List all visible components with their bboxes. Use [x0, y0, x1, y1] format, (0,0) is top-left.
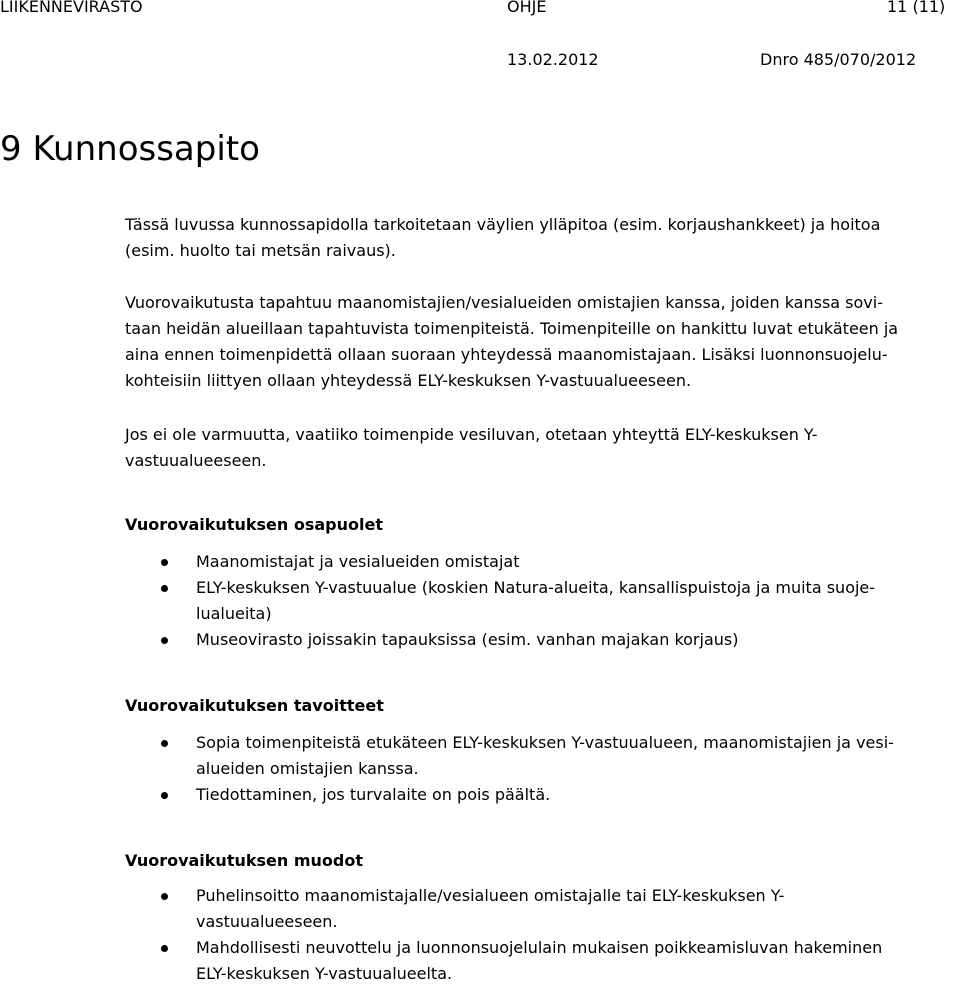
text-line: Mahdollisesti neuvottelu ja luonnonsuojelulain mukaisen poikkeamisluvan hakeminen — [196, 938, 883, 957]
list-item — [125, 549, 960, 575]
bullet-icon — [161, 637, 168, 644]
bullet-icon — [161, 559, 168, 566]
header-agency: LIIKENNEVIRASTO — [0, 0, 143, 16]
list-item — [125, 782, 960, 808]
section-heading-osapuolet: Vuorovaikutuksen osapuolet — [125, 515, 383, 534]
text-line: Vuorovaikutusta tapahtuu maanomistajien/vesialueiden omistajien kanssa, joiden kanssa sovi- — [125, 293, 883, 312]
bullet-icon — [161, 792, 168, 799]
section-heading-tavoitteet: Vuorovaikutuksen tavoitteet — [125, 696, 384, 715]
text-line: aina ennen toimenpidettä ollaan suoraan yhteydessä maanomistajaan. Lisäksi luonnonsuojelu- — [125, 345, 888, 364]
header-dnro: Dnro 485/070/2012 — [760, 50, 917, 69]
text-line: (esim. huolto tai metsän raivaus). — [125, 241, 396, 260]
text-line: Tiedottaminen, jos turvalaite on pois päältä. — [196, 785, 551, 804]
text-line: alueiden omistajien kanssa. — [196, 759, 419, 778]
bullet-icon — [161, 740, 168, 747]
text-line: Maanomistajat ja vesialueiden omistajat — [196, 552, 520, 571]
text-line: Puhelinsoitto maanomistajalle/vesialueen omistajalle tai ELY-keskuksen Y- — [196, 886, 785, 905]
text-line: lualueita) — [196, 604, 272, 623]
text-line: Sopia toimenpiteistä etukäteen ELY-keskuksen Y-vastuualueen, maanomistajien ja vesi- — [196, 733, 894, 752]
header-page-number: 11 (11) — [887, 0, 946, 16]
list-item — [125, 883, 960, 935]
text-line: ELY-keskuksen Y-vastuualue (koskien Natura-alueita, kansallispuistoja ja muita suoje- — [196, 578, 876, 597]
paragraph-2 — [125, 290, 960, 394]
list-item — [125, 575, 960, 627]
text-line: vastuualueeseen. — [125, 451, 267, 470]
bullet-icon — [161, 585, 168, 592]
text-line: Tässä luvussa kunnossapidolla tarkoitetaan väylien ylläpitoa (esim. korjaushankkeet) ja hoitoa — [125, 215, 881, 234]
bullet-list-osapuolet — [125, 549, 960, 653]
list-item — [125, 730, 960, 782]
paragraph-1 — [125, 212, 960, 264]
bullet-list-tavoitteet — [125, 730, 960, 808]
text-line: taan heidän alueillaan tapahtuvista toimenpiteistä. Toimenpiteille on hankittu luvat etukäteen ja — [125, 319, 899, 338]
bullet-list-muodot — [125, 883, 960, 987]
text-line: vastuualueeseen. — [196, 912, 338, 931]
bullet-icon — [161, 945, 168, 952]
text-line: kohteisiin liittyen ollaan yhteydessä ELY-keskuksen Y-vastuualueeseen. — [125, 371, 692, 390]
text-line: Jos ei ole varmuutta, vaatiiko toimenpide vesiluvan, otetaan yhteyttä ELY-keskuksen Y- — [125, 425, 818, 444]
text-line: ELY-keskuksen Y-vastuualueelta. — [196, 964, 453, 983]
header-doc-type: OHJE — [507, 0, 547, 16]
page-title: 9 Kunnossapito — [0, 129, 260, 169]
paragraph-3 — [125, 422, 960, 474]
bullet-icon — [161, 893, 168, 900]
section-heading-muodot: Vuorovaikutuksen muodot — [125, 851, 363, 870]
header-date: 13.02.2012 — [507, 50, 599, 69]
list-item — [125, 627, 960, 653]
list-item — [125, 935, 960, 987]
text-line: Museovirasto joissakin tapauksissa (esim. vanhan majakan korjaus) — [196, 630, 739, 649]
